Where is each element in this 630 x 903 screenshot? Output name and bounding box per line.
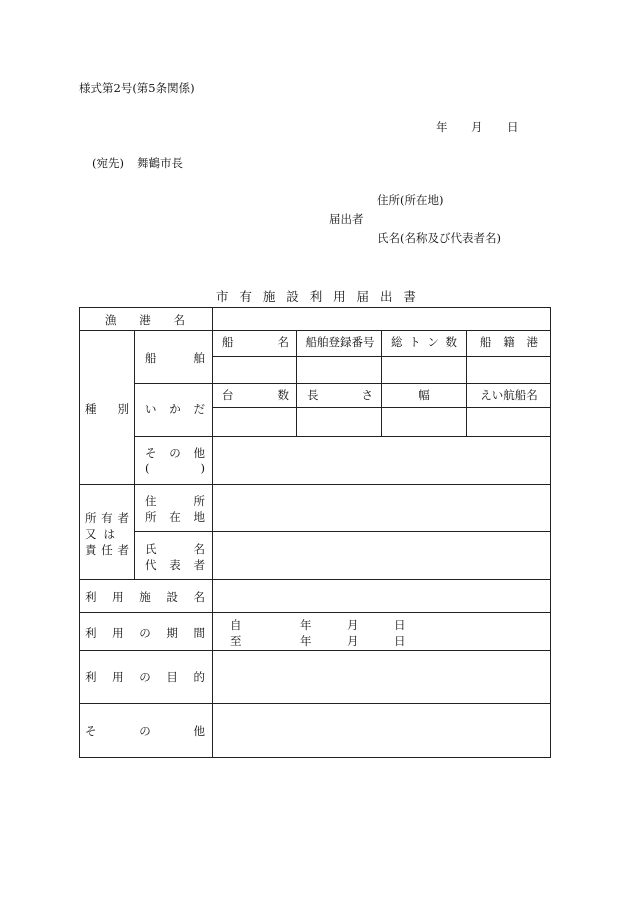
addressee-label: (宛先): [92, 156, 124, 170]
date-year: 年: [436, 120, 448, 134]
label-char: は: [103, 527, 115, 541]
label-char: 船: [145, 351, 157, 365]
label-char: 数: [277, 388, 289, 402]
label-char: 氏: [145, 542, 157, 556]
rule: [212, 307, 213, 758]
label-char: 名: [193, 590, 205, 604]
label-char: 責: [85, 543, 97, 557]
label-char: ン: [427, 335, 439, 349]
label-char: 台: [222, 388, 234, 402]
label-char: 総: [391, 335, 403, 349]
label-char: 利: [85, 590, 97, 604]
label-char: 用: [112, 590, 124, 604]
label-char: 舶: [193, 351, 205, 365]
vessel-label: [145, 350, 205, 366]
label-char: 設: [286, 289, 299, 304]
label-char: 別: [117, 402, 129, 416]
label-char: そ: [85, 724, 97, 738]
table-border-top: [79, 307, 551, 308]
applicant-label: 届出者: [329, 212, 364, 226]
label-char: 在: [169, 510, 181, 524]
label-char: 設: [166, 590, 178, 604]
other-kind-parens: ( ): [145, 461, 205, 475]
label-char: 利: [309, 289, 323, 304]
owner-label-line2: [85, 526, 115, 542]
date-day: 日: [507, 120, 519, 134]
label-char: 用: [333, 289, 346, 304]
notification-form-table: [79, 307, 551, 758]
period-to-year: 年: [300, 634, 312, 648]
label-char: 表: [169, 558, 181, 572]
label-char: そ: [145, 446, 157, 460]
label-char: 所: [145, 510, 157, 524]
label-char: 有: [239, 289, 252, 304]
applicant-address-label: 住所(所在地): [377, 193, 444, 207]
period-to: 至: [230, 634, 242, 648]
period-from-day: 日: [394, 618, 406, 632]
label-char: 出: [379, 289, 393, 304]
label-char: 有: [101, 511, 113, 525]
label-char: 利: [85, 670, 97, 684]
label-char: 数: [445, 335, 457, 349]
label-char: 施: [139, 590, 151, 604]
table-border-right: [550, 307, 551, 758]
rule: [79, 484, 551, 485]
facility-label: [85, 589, 205, 605]
page-title: [216, 287, 416, 305]
raft-header-width: 幅: [418, 388, 430, 402]
label-char: 他: [193, 724, 205, 738]
rule: [134, 531, 551, 532]
rule: [79, 612, 551, 613]
label-char: の: [139, 670, 151, 684]
rule: [79, 650, 551, 651]
label-char: 船: [222, 335, 234, 349]
label-char: か: [169, 402, 181, 416]
label-char: 用: [112, 626, 124, 640]
label-char: 住: [145, 494, 157, 508]
other-label: [85, 723, 205, 739]
label-char: 他: [193, 446, 205, 460]
applicant-name-label: 氏名(名称及び代表者名): [377, 231, 501, 245]
owner-address-line2: [145, 509, 205, 525]
label-char: 所: [193, 494, 205, 508]
table-border-bottom: [79, 757, 551, 758]
category-label: [85, 401, 129, 417]
owner-label-line1: [85, 510, 129, 526]
label-char: 施: [262, 289, 276, 304]
raft-label: [145, 401, 205, 417]
rule: [79, 579, 551, 580]
label-char: 船: [480, 335, 492, 349]
vessel-header-registration: 船舶登録番号: [305, 335, 375, 349]
raft-header-tow-vessel: えい航船名: [480, 388, 538, 402]
label-char: さ: [361, 388, 373, 402]
label-char: だ: [193, 402, 205, 416]
rule: [381, 330, 382, 436]
vessel-header-tonnage: [391, 334, 457, 350]
period-to-month: 月: [347, 634, 359, 648]
period-to-day: 日: [394, 634, 406, 648]
rule: [134, 383, 551, 384]
raft-header-count: [222, 387, 289, 403]
label-char: 用: [112, 670, 124, 684]
purpose-label: [85, 669, 205, 685]
label-char: 任: [101, 543, 113, 557]
date-month: 月: [471, 120, 483, 134]
label-char: 目: [166, 670, 178, 684]
period-from-month: 月: [347, 618, 359, 632]
label-char: の: [169, 446, 181, 460]
label-char: 港: [526, 335, 538, 349]
owner-address-line1: [145, 493, 205, 509]
label-char: 長: [307, 388, 319, 402]
label-char: 漁: [105, 313, 117, 327]
owner-label-line3: [85, 542, 129, 558]
fishing-port-label: [105, 312, 185, 328]
label-char: 種: [85, 402, 97, 416]
label-char: 地: [193, 510, 205, 524]
label-char: 名: [173, 313, 185, 327]
label-char: 者: [117, 543, 129, 557]
label-char: 書: [403, 289, 416, 304]
label-char: 代: [145, 558, 157, 572]
rule: [79, 330, 551, 331]
table-border-left: [79, 307, 80, 758]
owner-name-line2: [145, 557, 205, 573]
rule: [79, 703, 551, 704]
vessel-header-name: [222, 334, 289, 350]
other-kind-label: [145, 445, 205, 461]
vessel-header-port: [480, 334, 538, 350]
label-char: い: [145, 402, 157, 416]
label-char: 者: [193, 558, 205, 572]
rule: [466, 330, 467, 436]
raft-header-length: [307, 387, 373, 403]
rule: [296, 330, 297, 436]
label-char: ト: [409, 335, 421, 349]
label-char: 間: [193, 626, 205, 640]
label-char: 又: [85, 527, 97, 541]
label-char: 届: [356, 289, 370, 304]
label-char: 利: [85, 626, 97, 640]
period-from-year: 年: [300, 618, 312, 632]
owner-name-line1: [145, 541, 205, 557]
label-char: 所: [85, 511, 97, 525]
label-char: の: [139, 626, 151, 640]
rule: [134, 436, 551, 437]
label-char: 名: [277, 335, 289, 349]
label-char: 名: [193, 542, 205, 556]
rule: [134, 330, 135, 579]
form-code: 様式第2号(第5条関係): [79, 81, 195, 95]
label-char: 港: [139, 313, 151, 327]
label-char: 籍: [503, 335, 515, 349]
label-char: 者: [117, 511, 129, 525]
label-char: 的: [193, 670, 205, 684]
period-from: 自: [230, 618, 242, 632]
period-label: [85, 625, 205, 641]
label-char: 市: [216, 289, 229, 304]
addressee-name: 舞鶴市長: [137, 156, 183, 170]
label-char: の: [139, 724, 151, 738]
label-char: 期: [166, 626, 178, 640]
